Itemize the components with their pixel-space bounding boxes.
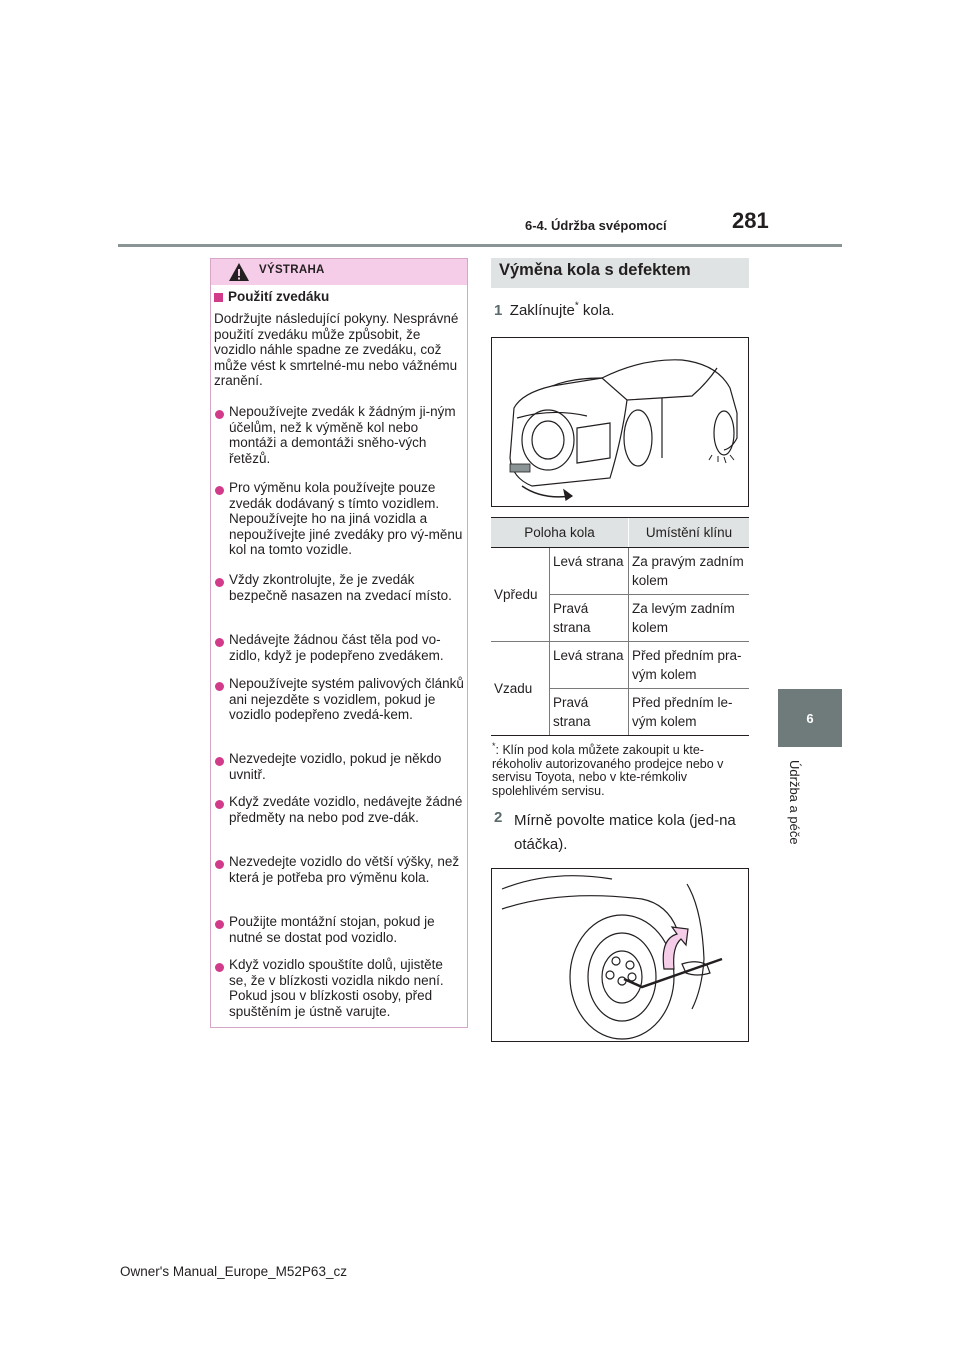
warning-bullet: Nepoužívejte zvedák k žádným ji-ným účelům, než k výměně kol nebo montáži a demontáži sněho-vých řetězů. [229,404,456,466]
bullet-icon [215,757,224,766]
warning-triangle-icon [228,262,250,282]
footnote-text: : Klín pod kola můžete zakoupit u kte-rékoholiv autorizovaného prodejce nebo v servisu Toyota, nebo v kte-rémkoliv spolehlivém servisu. [492,743,724,798]
bullet-icon [215,963,224,972]
bullet-icon [215,410,224,419]
step-number: 2 [494,809,503,826]
step-number: 1 [494,302,503,319]
footnote-marker: * [574,300,579,312]
chapter-number: 6 [806,710,814,726]
vehicle-side: Pravá strana [550,689,629,736]
warning-intro: Dodržujte následující pokyny. Nesprávné použití zvedáku může způsobit, že vozidlo náhle spadne ze zvedáku, což může vést k smrtelné-mu nebo vážnému zranění. [214,311,459,389]
bullet-icon [215,682,224,691]
square-bullet-icon [214,293,223,302]
footnote [492,740,748,799]
warning-bullet: Když zvedáte vozidlo, nedávejte žádné předměty na nebo pod zve-dák. [229,794,463,825]
table-header-row [491,518,749,548]
warning-subheading: Použití zvedáku [228,289,330,304]
column-header: Poloha kola [491,518,629,548]
bullet-icon [215,486,224,495]
chapter-label-text: Údržba a péče [787,760,802,845]
chapter-label [780,760,804,870]
warning-title: VÝSTRAHA [259,264,325,276]
warning-bullet: Nezvedejte vozidlo, pokud je někdo uvnitř. [229,751,442,782]
wrench-illustration [492,869,748,1041]
car-illustration [492,338,748,506]
step-text: Mírně povolte matice kola (jed-na otáčka). [514,812,736,853]
chock-location: Před předním pra-vým kolem [629,642,750,689]
wheel-chock-table [491,517,749,736]
step-1 [494,299,615,323]
page-number: 281 [732,208,769,233]
step-text: Zaklínujte [509,302,575,319]
vehicle-side: Pravá strana [550,595,629,642]
vehicle-side: Levá strana [550,642,629,689]
section-heading: Výměna kola s defektem [499,261,691,279]
chapter-tab [778,689,842,747]
footnote-marker: * [492,741,496,751]
header-rule [118,244,842,247]
bullet-icon [215,800,224,809]
warning-bullet: Nezvedejte vozidlo do větší výšky, než která je potřeba pro výměnu kola. [229,854,460,885]
wheel-position: Vzadu [491,642,550,736]
bullet-icon [215,638,224,647]
vehicle-side: Levá strana [550,548,629,595]
warning-bullet: Nepoužívejte systém palivových článků ani nejezděte s vozidlem, pokud je vozidlo podepřeno zvedá-kem. [229,676,464,723]
warning-bullet: Nedávejte žádnou část těla pod vo-zidlo, když je podepřeno zvedákem. [229,632,444,663]
chock-location: Před předním le-vým kolem [629,689,750,736]
table-row [491,548,749,595]
chock-location: Za levým zadním kolem [629,595,750,642]
column-header: Umístění klínu [629,518,750,548]
wheel-position: Vpředu [491,548,550,642]
warning-bullet: Když vozidlo spouštíte dolů, ujistěte se, že v blízkosti vozidla nikdo není. Pokud jsou v blízkosti osoby, před spuštěním je ústně varujte. [229,957,444,1019]
warning-bullet: Použijte montážní stojan, pokud je nutné se dostat pod vozidlo. [229,914,435,945]
section-title: 6-4. Údržba svépomocí [525,218,667,233]
bullet-icon [215,860,224,869]
warning-bullet: Pro výměnu kola používejte pouze zvedák dodávaný s tímto vozidlem. Nepoužívejte ho na jiná vozidla a nepoužívejte jiné zvedáky pro vý-měnu kol na tomto vozidle. [229,480,463,558]
figure-wheel-chock [491,337,749,507]
bullet-icon [215,578,224,587]
footer-text: Owner's Manual_Europe_M52P63_cz [120,1264,347,1279]
table-row [491,642,749,689]
step-text-tail: kola. [578,302,615,319]
chock-location: Za pravým zadním kolem [629,548,750,595]
bullet-icon [215,920,224,929]
warning-bullet: Vždy zkontrolujte, že je zvedák bezpečně nasazen na zvedací místo. [229,572,452,603]
figure-loosen-wheel-nuts [491,868,749,1042]
step-2 [494,809,744,857]
